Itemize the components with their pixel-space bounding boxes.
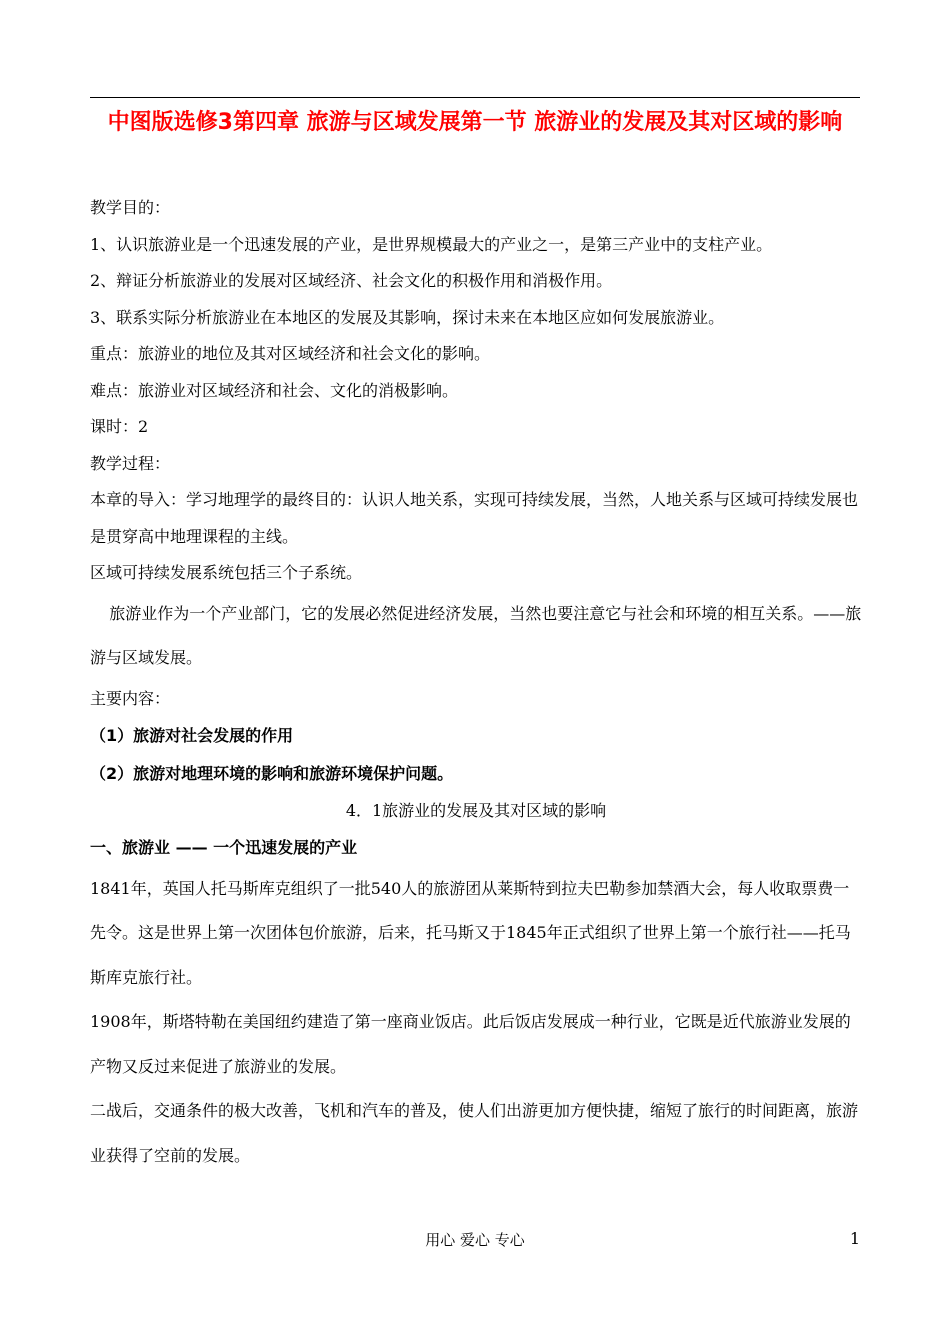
section-heading-4-1: 4．1旅游业的发展及其对区域的影响 xyxy=(345,801,607,820)
section-label-objectives: 教学目的： xyxy=(90,198,171,217)
subsystems-note: 区域可持续发展系统包括三个子系统。 xyxy=(90,563,363,582)
page-number: 1 xyxy=(849,1229,860,1248)
chapter-intro: 本章的导入：学习地理学的最终目的：认识人地关系，实现可持续发展，当然，人地关系与区域可持续发展也是贯穿高中地理课程的主线。 xyxy=(90,490,859,546)
objective-3: 3、联系实际分析旅游业在本地区的发展及其影响，探讨未来在本地区应如何发展旅游业。 xyxy=(90,307,725,327)
history-1841: 1841年，英国人托马斯库克组织了一批540人的旅游团从莱斯特到拉夫巴勒参加禁酒大会，每人收取票费一先令。这是世界上第一次团体包价旅游，后来，托马斯又于1845年正式组织了世界上第一个旅行社——托马斯库克旅行社。 xyxy=(90,878,851,987)
header-rule xyxy=(90,97,860,98)
main-content-item-1: （1）旅游对社会发展的作用 xyxy=(90,726,294,745)
history-1908: 1908年，斯塔特勒在美国纽约建造了第一座商业饭店。此后饭店发展成一种行业，它既是近代旅游业发展的产物又反过来促进了旅游业的发展。 xyxy=(90,1012,851,1076)
objective-1: 1、认识旅游业是一个迅速发展的产业，是世界规模最大的产业之一，是第三产业中的支柱产业。 xyxy=(90,234,773,254)
document-title: 中图版选修3第四章 旅游与区域发展第一节 旅游业的发展及其对区域的影响 xyxy=(107,110,843,135)
history-postwar: 二战后，交通条件的极大改善，飞机和汽车的普及，使人们出游更加方便快捷，缩短了旅行的时间距离，旅游业获得了空前的发展。 xyxy=(90,1101,859,1165)
page-footer xyxy=(0,1229,950,1253)
section-label-process: 教学过程： xyxy=(90,453,171,473)
key-point: 重点：旅游业的地位及其对区域经济和社会文化的影响。 xyxy=(90,344,491,363)
subsection-heading-1: 一、旅游业 —— 一个迅速发展的产业 xyxy=(90,838,358,857)
footer-motto: 用心 爱心 专心 xyxy=(425,1231,525,1249)
main-content-item-2: （2）旅游对地理环境的影响和旅游环境保护问题。 xyxy=(90,763,454,783)
document-body xyxy=(90,190,862,1178)
class-hours: 课时：2 xyxy=(90,417,149,436)
section-label-main-content: 主要内容： xyxy=(90,688,171,708)
difficult-point: 难点：旅游业对区域经济和社会、文化的消极影响。 xyxy=(90,380,459,400)
tourism-intro: 旅游业作为一个产业部门，它的发展必然促进经济发展，当然也要注意它与社会和环境的相互关系。——旅游与区域发展。 xyxy=(90,603,862,667)
objective-2: 2、辩证分析旅游业的发展对区域经济、社会文化的积极作用和消极作用。 xyxy=(90,271,613,290)
